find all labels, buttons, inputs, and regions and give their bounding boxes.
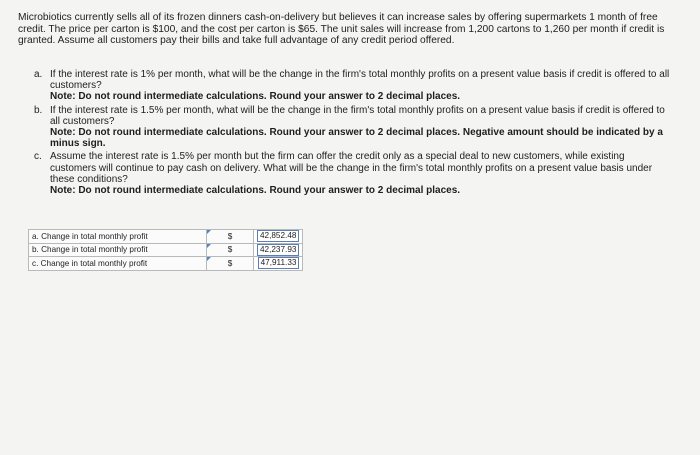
question-b (34, 105, 670, 150)
currency-symbol: $ (227, 231, 233, 241)
question-note: Note: Do not round intermediate calculations. Round your answer to 2 decimal places. (50, 185, 461, 197)
answer-value[interactable]: 47,911.33 (258, 257, 300, 269)
question-list (34, 69, 670, 198)
currency-cell (207, 230, 254, 244)
answer-value[interactable]: 42,237.93 (257, 244, 299, 256)
currency-cell (207, 243, 254, 257)
question-c (34, 151, 670, 196)
answer-input-a[interactable] (254, 230, 303, 244)
currency-cell (207, 257, 254, 271)
currency-symbol: $ (227, 258, 233, 268)
table-row (29, 230, 303, 244)
table-row (29, 257, 303, 271)
flag-icon (207, 230, 211, 234)
question-text: If the interest rate is 1.5% per month, what will be the change in the firm's total monthly profits on a present value basis if credit is offered to all customers? (50, 104, 665, 127)
question-a (34, 69, 670, 103)
flag-icon (207, 257, 211, 261)
question-text: If the interest rate is 1% per month, what will be the change in the firm's total monthly profits on a present value basis if credit is offered to all customers? (50, 69, 670, 92)
question-letter: c. (34, 151, 42, 163)
question-letter: b. (34, 104, 43, 116)
problem-intro: Microbiotics currently sells all of its frozen dinners cash-on-delivery but believes it can increase sales by offering supermarkets 1 month of free credit. The price per carton is $100, and the cost per carton is $65. The unit sales will increase from 1,200 cartons to 1,260 per month if credit is granted. Assume all customers pay their bills and take full advantage of any credit period offered. (18, 12, 665, 47)
question-note: Note: Do not round intermediate calculations. Round your answer to 2 decimal places. (50, 91, 461, 103)
flag-icon (207, 244, 211, 248)
answer-table (28, 229, 303, 271)
currency-symbol: $ (227, 245, 233, 255)
table-row (29, 243, 303, 257)
answer-input-c[interactable] (254, 257, 303, 271)
answer-label: a. Change in total monthly profit (29, 230, 207, 244)
question-note: Note: Do not round intermediate calculations. Round your answer to 2 decimal places. Negative amount should be indicated by a minus sign. (50, 127, 663, 150)
answer-input-b[interactable] (254, 243, 303, 257)
question-text: Assume the interest rate is 1.5% per month but the firm can offer the credit only as a special deal to new customers, while existing customers will continue to pay cash on delivery. What will be the change in the firm's total monthly profits on a present value basis under these conditions? (50, 151, 653, 185)
question-letter: a. (34, 69, 43, 80)
answer-value[interactable]: 42,852.48 (257, 230, 299, 242)
answer-label: c. Change in total monthly profit (29, 257, 207, 271)
answer-label: b. Change in total monthly profit (29, 243, 207, 257)
